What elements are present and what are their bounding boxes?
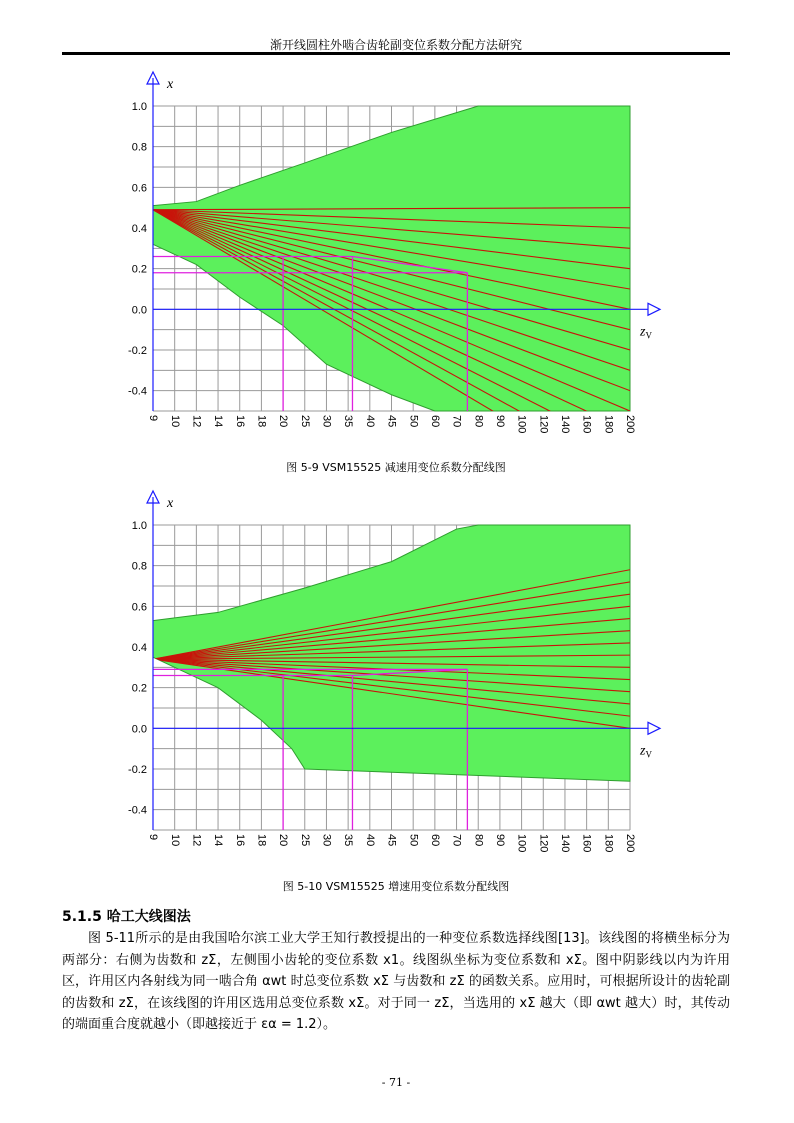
x-tick-label: 16 xyxy=(233,834,246,847)
chart-5-10 xyxy=(95,487,665,862)
figure-caption: 图 5-9 VSM15525 减速用变位系数分配线图 xyxy=(286,461,506,474)
x-tick-label: 70 xyxy=(450,415,463,428)
x-tick-label: 80 xyxy=(472,834,485,847)
x-tick-label: 100 xyxy=(515,834,528,853)
x-tick-label: 90 xyxy=(494,415,507,428)
x-tick-label: 12 xyxy=(190,834,203,847)
y-tick-label: 0.4 xyxy=(131,223,147,235)
x-tick-label: 35 xyxy=(342,834,355,847)
x-tick-label: 10 xyxy=(168,834,181,847)
x-tick-label: 70 xyxy=(450,834,463,847)
y-tick-label: 0.8 xyxy=(131,141,147,154)
x-tick-label: 25 xyxy=(298,834,311,847)
y-tick-label: 0.6 xyxy=(131,601,147,614)
section-heading xyxy=(62,906,191,926)
section-title: 哈工大线图法 xyxy=(106,909,191,925)
figure-caption: 图 5-10 VSM15525 增速用变位系数分配线图 xyxy=(282,880,510,893)
x-tick-label: 160 xyxy=(580,415,593,434)
x-tick-label: 14 xyxy=(212,415,225,428)
y-tick-label: -0.4 xyxy=(128,385,147,398)
x-tick-label: 35 xyxy=(342,415,355,428)
x-tick-label: 200 xyxy=(624,415,637,434)
x-tick-label: 120 xyxy=(537,415,550,434)
x-axis-arrow xyxy=(648,722,660,734)
x-axis-label-subscript: V xyxy=(645,749,652,760)
y-tick-label: -0.2 xyxy=(128,764,147,776)
y-tick-label: 0.0 xyxy=(131,723,147,736)
x-tick-label: 30 xyxy=(320,415,333,428)
x-tick-label: 12 xyxy=(190,415,203,428)
x-tick-label: 60 xyxy=(428,834,441,847)
x-tick-label: 20 xyxy=(277,415,290,428)
header-rule xyxy=(62,52,730,55)
x-tick-label: 45 xyxy=(385,834,398,847)
page-number: - 71 - xyxy=(381,1076,411,1089)
x-tick-label: 140 xyxy=(559,415,572,434)
y-tick-label: 0.2 xyxy=(131,263,147,276)
x-tick-label: 14 xyxy=(212,834,225,847)
x-tick-label: 18 xyxy=(255,834,268,847)
body-paragraph: 图 5-11所示的是由我国哈尔滨工业大学王知行教授提出的一种变位系数选择线图[13]。该线图的将横坐标分为两部分：右侧为齿数和 zΣ，左侧围小齿轮的变位系数 x1。线图纵坐标为变位系数和 xΣ。图中阴影线以内为许用区，许用区内各射线为同一啮合角 αwt 时总变位系数 xΣ 与齿数和 zΣ 的函数关系。应用时，可根据所设计的齿轮副的齿数和 zΣ，在该线图的许用区选用总变位系数 xΣ。对于同一 zΣ，当选用的 xΣ 越大（即 αwt 越大）时，其传动的端面重合度就越小（即越接近于 εα = 1.2）。 xyxy=(62,931,730,1032)
y-axis-label: x xyxy=(167,77,174,92)
x-tick-label: 200 xyxy=(624,834,637,853)
y-tick-label: 0.8 xyxy=(131,560,147,573)
figure-5-10 xyxy=(95,487,665,862)
y-tick-label: 0.4 xyxy=(131,642,147,654)
y-tick-label: 1.0 xyxy=(131,101,147,113)
x-tick-label: 100 xyxy=(515,415,528,434)
figure-5-9 xyxy=(95,68,665,443)
y-tick-label: -0.2 xyxy=(128,345,147,357)
x-tick-label: 20 xyxy=(277,834,290,847)
x-tick-label: 40 xyxy=(363,415,376,428)
y-axis-label: x xyxy=(167,496,174,511)
x-tick-label: 60 xyxy=(428,415,441,428)
x-axis-label: $z_V$ xyxy=(640,743,652,760)
section-number: 5.1.5 xyxy=(62,909,102,925)
chart-5-9 xyxy=(95,68,665,443)
x-tick-label: 140 xyxy=(559,834,572,853)
x-tick-label: 9 xyxy=(147,415,160,422)
y-tick-label: 0.2 xyxy=(131,682,147,695)
y-tick-label: -0.4 xyxy=(128,804,147,817)
y-tick-label: 0.0 xyxy=(131,304,147,317)
x-tick-label: 9 xyxy=(147,834,160,841)
x-tick-label: 16 xyxy=(233,415,246,428)
x-tick-label: 45 xyxy=(385,415,398,428)
x-tick-label: 25 xyxy=(298,415,311,428)
x-tick-label: 90 xyxy=(494,834,507,847)
x-tick-label: 80 xyxy=(472,415,485,428)
x-tick-label: 160 xyxy=(580,834,593,853)
x-tick-label: 10 xyxy=(168,415,181,428)
x-tick-label: 120 xyxy=(537,834,550,853)
x-tick-label: 50 xyxy=(407,415,420,428)
x-axis-label: $z_V$ xyxy=(640,324,652,341)
x-tick-label: 180 xyxy=(602,834,615,853)
x-axis-arrow xyxy=(648,303,660,315)
x-tick-label: 180 xyxy=(602,415,615,434)
x-tick-label: 40 xyxy=(363,834,376,847)
running-header: 渐开线圆柱外啮合齿轮副变位系数分配方法研究 xyxy=(269,38,522,52)
y-tick-label: 0.6 xyxy=(131,182,147,195)
x-tick-label: 30 xyxy=(320,834,333,847)
x-tick-label: 18 xyxy=(255,415,268,428)
x-axis-label-subscript: V xyxy=(645,330,652,341)
y-tick-label: 1.0 xyxy=(131,520,147,532)
x-tick-label: 50 xyxy=(407,834,420,847)
